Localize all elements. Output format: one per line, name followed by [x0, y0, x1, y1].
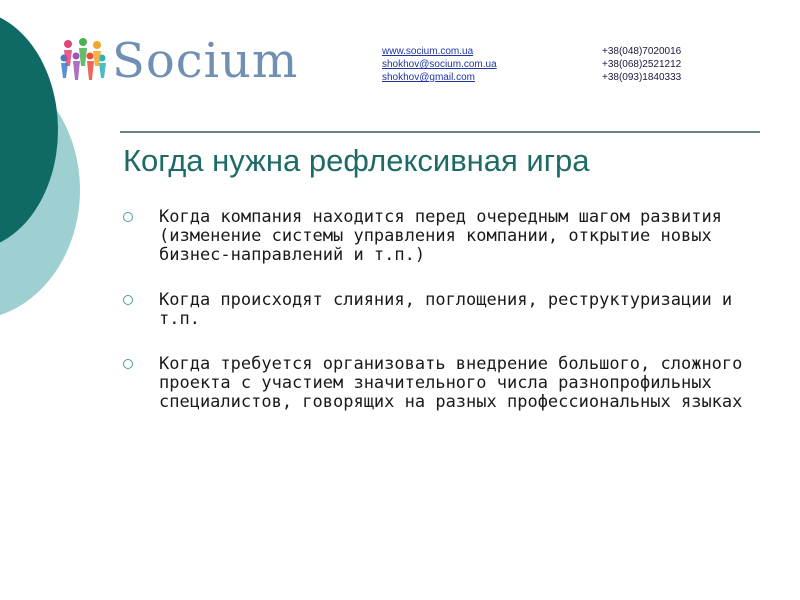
- bullet-text: Когда происходят слияния, поглощения, реструктуризации и т.п.: [159, 290, 733, 329]
- bullet-item: [123, 355, 763, 412]
- logo-wordmark: Socium: [112, 33, 299, 89]
- bullet-list: [123, 208, 763, 438]
- phone-number: +38(048)7020016: [602, 46, 682, 57]
- email-link-socium[interactable]: shokhov@socium.com.ua: [382, 59, 497, 70]
- email-link-gmail[interactable]: shokhov@gmail.com: [382, 72, 475, 83]
- logo-people-icon: [58, 36, 108, 88]
- bullet-item: [123, 208, 763, 265]
- contact-phones: [602, 45, 681, 84]
- bullet-circle-icon: [123, 359, 133, 369]
- slide-title: Когда нужна рефлексивная игра: [123, 143, 590, 178]
- website-link[interactable]: www.socium.com.ua: [382, 46, 474, 57]
- bullet-item: [123, 291, 763, 329]
- bullet-circle-icon: [123, 212, 133, 222]
- bullet-text: Когда требуется организовать внедрение большого, сложного проекта с участием значительного числа разнопрофильных специалистов, говорящих на разных профессиональных языках: [159, 354, 743, 412]
- phone-number: +38(068)2521212: [602, 59, 682, 70]
- phone-number: +38(093)1840333: [602, 72, 682, 83]
- bullet-text: Когда компания находится перед очередным шагом развития (изменение системы управления компании, открытие новых бизнес-направлений и т.п.): [159, 207, 722, 265]
- header-divider: [120, 131, 760, 133]
- socium-logo: [58, 32, 308, 94]
- contact-links: [382, 45, 497, 84]
- bullet-circle-icon: [123, 295, 133, 305]
